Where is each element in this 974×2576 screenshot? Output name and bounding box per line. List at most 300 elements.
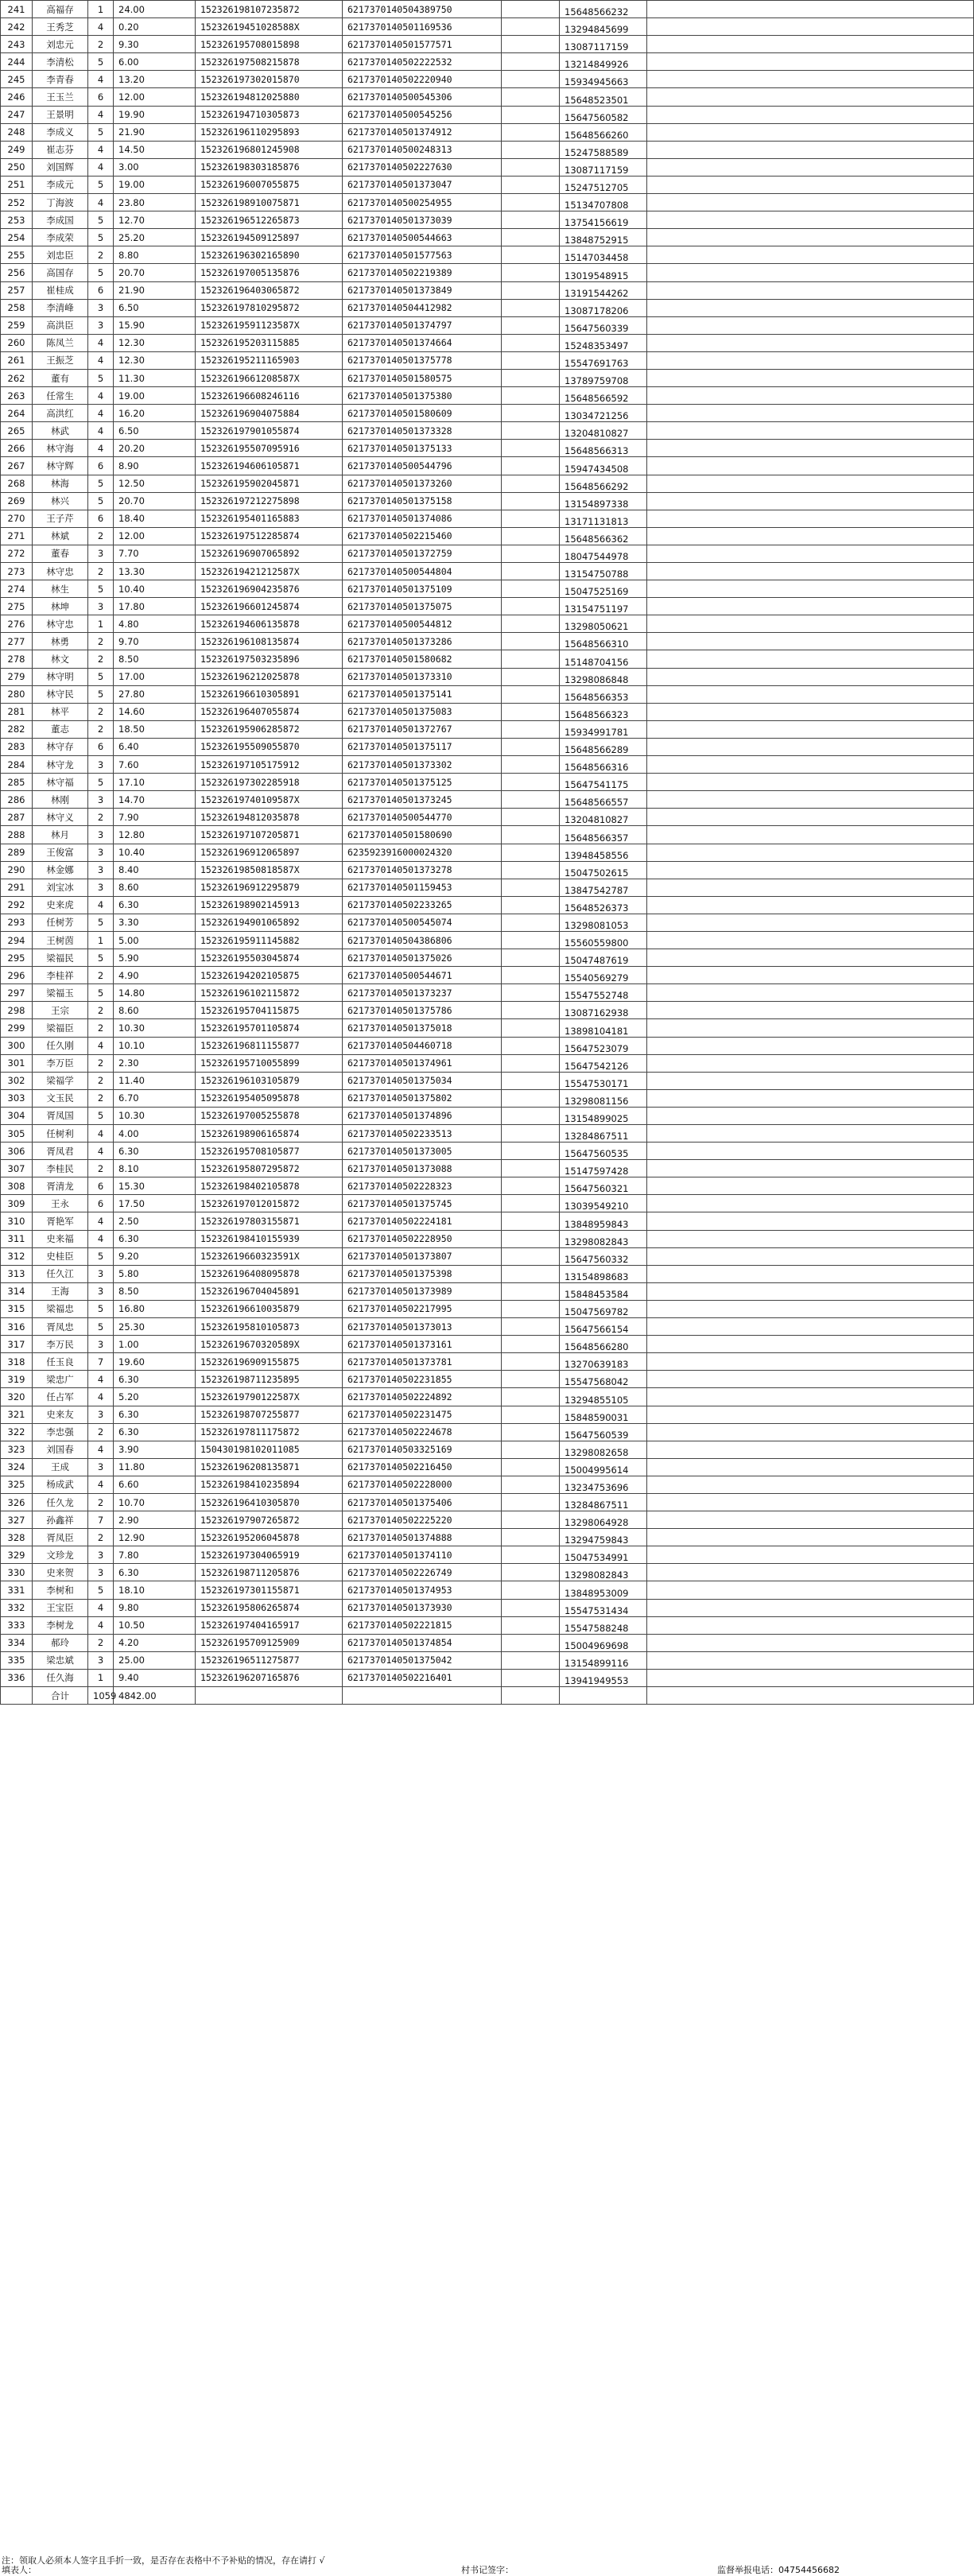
signature-cell <box>502 1177 560 1195</box>
recipient-name: 丁海波 <box>33 194 88 211</box>
table-row <box>1 844 974 861</box>
household-size: 4 <box>88 158 114 176</box>
phone-number: 15540569279 <box>560 967 647 984</box>
remark-cell <box>647 703 974 720</box>
phone-number: 15648566557 <box>560 791 647 809</box>
row-number: 268 <box>1 475 33 492</box>
recipient-name: 李万民 <box>33 1336 88 1353</box>
recipient-name: 任树芳 <box>33 914 88 931</box>
phone-number: 15547691763 <box>560 351 647 369</box>
bank-account: 6217370140500544796 <box>343 457 502 475</box>
signature-cell <box>502 1634 560 1651</box>
row-number: 275 <box>1 598 33 615</box>
signature-cell <box>502 774 560 791</box>
remark-cell <box>647 1546 974 1564</box>
bank-account: 6217370140501375778 <box>343 351 502 369</box>
phone-number: 13154751197 <box>560 598 647 615</box>
remark-cell <box>647 1581 974 1599</box>
table-row <box>1 1160 974 1177</box>
signature-cell <box>502 211 560 229</box>
household-size: 2 <box>88 1160 114 1177</box>
row-number: 259 <box>1 316 33 334</box>
household-size: 3 <box>88 791 114 809</box>
table-row <box>1 1195 974 1212</box>
subsidy-amount: 10.30 <box>114 1019 196 1037</box>
table-row <box>1 720 974 738</box>
household-size: 4 <box>88 405 114 422</box>
household-size: 6 <box>88 510 114 527</box>
signature-cell <box>502 756 560 774</box>
id-number: 152326196704045891 <box>196 1282 343 1300</box>
subsidy-amount: 18.50 <box>114 720 196 738</box>
household-size: 2 <box>88 967 114 984</box>
id-number: 152326196102115872 <box>196 984 343 1002</box>
phone-number: 15648566310 <box>560 633 647 650</box>
table-row <box>1 1406 974 1423</box>
signature-cell <box>502 650 560 668</box>
subsidy-amount: 20.20 <box>114 440 196 457</box>
id-number: 152326197907265872 <box>196 1511 343 1529</box>
table-row <box>1 1669 974 1686</box>
subsidy-amount: 6.30 <box>114 1423 196 1441</box>
row-number: 265 <box>1 422 33 440</box>
remark-cell <box>647 351 974 369</box>
phone-number: 13039549210 <box>560 1195 647 1212</box>
bank-account: 6217370140501169536 <box>343 18 502 36</box>
id-number: 152326196208135871 <box>196 1458 343 1476</box>
recipient-name: 胥清龙 <box>33 1177 88 1195</box>
table-row <box>1 1318 974 1336</box>
phone-number: 15047534991 <box>560 1546 647 1564</box>
bank-account: 6217370140501374912 <box>343 123 502 141</box>
id-number: 152326195911145882 <box>196 931 343 949</box>
subsidy-amount: 21.90 <box>114 123 196 141</box>
signature-cell <box>502 369 560 386</box>
remark-cell <box>647 949 974 967</box>
signature-cell <box>502 668 560 685</box>
row-number: 309 <box>1 1195 33 1212</box>
signature-cell <box>502 791 560 809</box>
recipient-name: 林守明 <box>33 668 88 685</box>
signature-cell <box>502 1599 560 1616</box>
table-row <box>1 545 974 562</box>
phone-number: 13298081156 <box>560 1089 647 1107</box>
remark-cell <box>647 720 974 738</box>
signature-cell <box>502 299 560 316</box>
subsidy-amount: 9.30 <box>114 36 196 53</box>
table-row <box>1 123 974 141</box>
phone-number: 13754156619 <box>560 211 647 229</box>
household-size: 2 <box>88 1493 114 1511</box>
bank-account: 6217370140501375125 <box>343 774 502 791</box>
remark-cell <box>647 809 974 826</box>
table-row <box>1 668 974 685</box>
id-number: 152326195206045878 <box>196 1529 343 1546</box>
recipient-name: 陈凤兰 <box>33 334 88 351</box>
bank-account: 6217370140501580682 <box>343 650 502 668</box>
household-size: 5 <box>88 685 114 703</box>
signature-cell <box>502 1072 560 1089</box>
remark-cell <box>647 1089 974 1107</box>
household-size: 2 <box>88 633 114 650</box>
bank-account: 6217370140504386806 <box>343 931 502 949</box>
row-number: 336 <box>1 1669 33 1686</box>
id-number: 152326196302165890 <box>196 246 343 264</box>
row-number: 326 <box>1 1493 33 1511</box>
row-number: 320 <box>1 1388 33 1406</box>
recipient-name: 李成国 <box>33 211 88 229</box>
row-number: 292 <box>1 896 33 914</box>
signature-cell <box>502 967 560 984</box>
phone-number: 15147034458 <box>560 246 647 264</box>
id-number: 152326195906285872 <box>196 720 343 738</box>
id-number: 152326197212275898 <box>196 492 343 510</box>
signature-cell <box>502 334 560 351</box>
remark-cell <box>647 1441 974 1458</box>
id-number: 152326196511275877 <box>196 1651 343 1669</box>
row-number: 335 <box>1 1651 33 1669</box>
id-number: 15232619670320589X <box>196 1336 343 1353</box>
recipient-name: 林文 <box>33 650 88 668</box>
remark-cell <box>647 194 974 211</box>
total-label: 合计 <box>33 1687 88 1705</box>
subsidy-amount: 12.70 <box>114 211 196 229</box>
remark-cell <box>647 984 974 1002</box>
id-number: 152326194812035878 <box>196 809 343 826</box>
id-number: 152326194606135878 <box>196 615 343 633</box>
subsidy-amount: 11.40 <box>114 1072 196 1089</box>
id-number: 152326197404165917 <box>196 1616 343 1634</box>
subsidy-amount: 13.30 <box>114 563 196 580</box>
remark-cell <box>647 1511 974 1529</box>
recipient-name: 王俊富 <box>33 844 88 861</box>
signature-cell <box>502 246 560 264</box>
household-size: 2 <box>88 809 114 826</box>
remark-cell <box>647 158 974 176</box>
bank-account: 6217370140502228000 <box>343 1476 502 1493</box>
row-number: 285 <box>1 774 33 791</box>
bank-account: 6217370140502228323 <box>343 1177 502 1195</box>
household-size: 6 <box>88 738 114 755</box>
phone-number: 13171131813 <box>560 510 647 527</box>
phone-number: 13298082843 <box>560 1564 647 1581</box>
phone-number: 13298082658 <box>560 1441 647 1458</box>
household-size: 1 <box>88 615 114 633</box>
id-number: 152326195704115875 <box>196 1002 343 1019</box>
signature-cell <box>502 1669 560 1686</box>
remark-cell <box>647 738 974 755</box>
subsidy-amount: 6.30 <box>114 896 196 914</box>
id-number: 152326194202105875 <box>196 967 343 984</box>
row-number: 322 <box>1 1423 33 1441</box>
recipient-name: 任占军 <box>33 1388 88 1406</box>
phone-number: 15547552748 <box>560 984 647 1002</box>
phone-number: 13789759708 <box>560 369 647 386</box>
bank-account: 6217370140501375141 <box>343 685 502 703</box>
recipient-name: 梁忠斌 <box>33 1651 88 1669</box>
signature-cell <box>502 1318 560 1336</box>
phone-number: 15934991781 <box>560 720 647 738</box>
table-row <box>1 1107 974 1124</box>
phone-number: 13191544262 <box>560 281 647 299</box>
row-number: 254 <box>1 229 33 246</box>
recipient-name: 梁福民 <box>33 949 88 967</box>
subsidy-amount: 6.00 <box>114 53 196 71</box>
household-size: 4 <box>88 1599 114 1616</box>
recipient-name: 胥凤臣 <box>33 1529 88 1546</box>
subsidy-amount: 3.00 <box>114 158 196 176</box>
phone-number: 15648566316 <box>560 756 647 774</box>
bank-account: 6217370140500544804 <box>343 563 502 580</box>
bank-account: 6217370140501373310 <box>343 668 502 685</box>
recipient-name: 任久江 <box>33 1265 88 1282</box>
bank-account: 6217370140500544770 <box>343 809 502 826</box>
bank-account: 6217370140501375133 <box>343 440 502 457</box>
phone-number: 13298050621 <box>560 615 647 633</box>
phone-number: 13154899116 <box>560 1651 647 1669</box>
subsidy-amount: 12.30 <box>114 334 196 351</box>
row-number: 279 <box>1 668 33 685</box>
id-number: 152326197803155871 <box>196 1212 343 1230</box>
table-row <box>1 879 974 896</box>
phone-number: 13848959843 <box>560 1212 647 1230</box>
row-number: 328 <box>1 1529 33 1546</box>
bank-account: 6217370140501373047 <box>343 176 502 193</box>
recipient-name: 崔桂成 <box>33 281 88 299</box>
household-size: 5 <box>88 475 114 492</box>
subsidy-amount: 5.20 <box>114 1388 196 1406</box>
table-row <box>1 615 974 633</box>
total-empty <box>502 1687 560 1705</box>
table-row <box>1 774 974 791</box>
remark-cell <box>647 422 974 440</box>
id-number: 152326196601245874 <box>196 598 343 615</box>
id-number: 152326198303185876 <box>196 158 343 176</box>
id-number: 152326197301155871 <box>196 1581 343 1599</box>
phone-number: 15947434508 <box>560 457 647 475</box>
table-row <box>1 1511 974 1529</box>
signature-cell <box>502 1458 560 1476</box>
bank-account: 6217370140502217995 <box>343 1300 502 1317</box>
remark-cell <box>647 1318 974 1336</box>
remark-cell <box>647 1669 974 1686</box>
household-size: 4 <box>88 71 114 88</box>
recipient-name: 林守义 <box>33 809 88 826</box>
table-row <box>1 440 974 457</box>
household-size: 4 <box>88 1125 114 1143</box>
recipient-name: 高福存 <box>33 1 88 18</box>
row-number: 295 <box>1 949 33 967</box>
subsidy-amount: 8.90 <box>114 457 196 475</box>
remark-cell <box>647 1002 974 1019</box>
household-size: 7 <box>88 1511 114 1529</box>
signature-cell <box>502 914 560 931</box>
id-number: 152326195806265874 <box>196 1599 343 1616</box>
remark-cell <box>647 1371 974 1388</box>
id-number: 15232619661208587X <box>196 369 343 386</box>
table-row <box>1 1564 974 1581</box>
recipient-name: 李桂民 <box>33 1160 88 1177</box>
row-number: 283 <box>1 738 33 755</box>
household-size: 3 <box>88 879 114 896</box>
household-size: 1 <box>88 1 114 18</box>
recipient-name: 林守海 <box>33 440 88 457</box>
signature-cell <box>502 1371 560 1388</box>
subsidy-amount: 8.60 <box>114 879 196 896</box>
subsidy-amount: 14.70 <box>114 791 196 809</box>
row-number: 288 <box>1 826 33 844</box>
subsidy-amount: 6.60 <box>114 1476 196 1493</box>
id-number: 152326195405095878 <box>196 1089 343 1107</box>
bank-account: 6217370140501373013 <box>343 1318 502 1336</box>
table-row <box>1 1371 974 1388</box>
signature-cell <box>502 405 560 422</box>
signature-cell <box>502 1493 560 1511</box>
total-empty <box>196 1687 343 1705</box>
id-number: 152326198906165874 <box>196 1125 343 1143</box>
row-number: 308 <box>1 1177 33 1195</box>
recipient-name: 史桂臣 <box>33 1247 88 1265</box>
row-number: 316 <box>1 1318 33 1336</box>
table-row <box>1 896 974 914</box>
household-size: 3 <box>88 299 114 316</box>
roster-rows <box>1 1 974 1705</box>
total-empty <box>343 1687 502 1705</box>
row-number: 248 <box>1 123 33 141</box>
signature-cell <box>502 1 560 18</box>
table-row <box>1 281 974 299</box>
table-row <box>1 738 974 755</box>
household-size: 2 <box>88 703 114 720</box>
id-number: 152326195709125909 <box>196 1634 343 1651</box>
phone-number: 15648566292 <box>560 475 647 492</box>
signature-cell <box>502 351 560 369</box>
table-row <box>1 861 974 879</box>
phone-number: 13941949553 <box>560 1669 647 1686</box>
phone-number: 13898104181 <box>560 1019 647 1037</box>
total-empty <box>647 1687 974 1705</box>
signature-cell <box>502 440 560 457</box>
recipient-name: 林武 <box>33 422 88 440</box>
bank-account: 6217370140500248313 <box>343 141 502 158</box>
table-row <box>1 1230 974 1247</box>
phone-number: 15047487619 <box>560 949 647 967</box>
recipient-name: 林守存 <box>33 738 88 755</box>
subsidy-amount: 6.30 <box>114 1230 196 1247</box>
id-number: 152326198711235895 <box>196 1371 343 1388</box>
recipient-name: 李万臣 <box>33 1054 88 1072</box>
household-size: 4 <box>88 1476 114 1493</box>
bank-account: 6217370140501374664 <box>343 334 502 351</box>
subsidy-amount: 19.90 <box>114 106 196 123</box>
table-row <box>1 299 974 316</box>
phone-number: 15648566357 <box>560 826 647 844</box>
signature-cell <box>502 685 560 703</box>
bank-account: 6217370140501373286 <box>343 633 502 650</box>
household-size: 3 <box>88 1546 114 1564</box>
phone-number: 15547588248 <box>560 1616 647 1634</box>
subsidy-amount: 2.30 <box>114 1054 196 1072</box>
bank-account: 6217370140501374086 <box>343 510 502 527</box>
id-number: 152326194901065892 <box>196 914 343 931</box>
id-number: 152326196610035879 <box>196 1300 343 1317</box>
recipient-name: 林守福 <box>33 774 88 791</box>
remark-cell <box>647 1143 974 1160</box>
row-number: 305 <box>1 1125 33 1143</box>
household-size: 2 <box>88 1054 114 1072</box>
signature-cell <box>502 53 560 71</box>
signature-cell <box>502 1476 560 1493</box>
signature-cell <box>502 844 560 861</box>
id-number: 152326195509055870 <box>196 738 343 755</box>
signature-cell <box>502 422 560 440</box>
signature-cell <box>502 580 560 598</box>
household-size: 5 <box>88 580 114 598</box>
remark-cell <box>647 1406 974 1423</box>
recipient-name: 林斌 <box>33 527 88 545</box>
row-number: 267 <box>1 457 33 475</box>
row-number: 296 <box>1 967 33 984</box>
bank-account: 6217370140501375380 <box>343 387 502 405</box>
subsidy-amount: 20.70 <box>114 492 196 510</box>
remark-cell <box>647 1247 974 1265</box>
table-row <box>1 1529 974 1546</box>
table-row <box>1 1441 974 1458</box>
row-number: 312 <box>1 1247 33 1265</box>
recipient-name: 任久龙 <box>33 1493 88 1511</box>
remark-cell <box>647 369 974 386</box>
bank-account: 6217370140502227630 <box>343 158 502 176</box>
signature-cell <box>502 1300 560 1317</box>
signature-cell <box>502 738 560 755</box>
subsidy-amount: 25.30 <box>114 1318 196 1336</box>
id-number: 152326195211165903 <box>196 351 343 369</box>
subsidy-amount: 6.40 <box>114 738 196 755</box>
remark-cell <box>647 387 974 405</box>
table-row <box>1 1581 974 1599</box>
bank-account: 6217370140501375034 <box>343 1072 502 1089</box>
signature-cell <box>502 1511 560 1529</box>
recipient-name: 王宗 <box>33 1002 88 1019</box>
bank-account: 6217370140501372767 <box>343 720 502 738</box>
subsidy-amount: 15.90 <box>114 316 196 334</box>
bank-account: 6217370140501373781 <box>343 1353 502 1371</box>
bank-account: 6217370140501374797 <box>343 316 502 334</box>
id-number: 152326196912295879 <box>196 879 343 896</box>
bank-account: 6217370140501374953 <box>343 1581 502 1599</box>
subsidy-amount: 3.30 <box>114 914 196 931</box>
phone-number: 15648566232 <box>560 1 647 18</box>
bank-account: 6217370140501374888 <box>343 1529 502 1546</box>
row-number: 282 <box>1 720 33 738</box>
phone-number: 15647560582 <box>560 106 647 123</box>
row-number: 291 <box>1 879 33 896</box>
table-row <box>1 369 974 386</box>
row-number: 304 <box>1 1107 33 1124</box>
phone-number: 15647566154 <box>560 1318 647 1336</box>
row-number: 258 <box>1 299 33 316</box>
phone-number: 13270639183 <box>560 1353 647 1371</box>
id-number: 152326196801245908 <box>196 141 343 158</box>
subsidy-amount: 9.40 <box>114 1669 196 1686</box>
subsidy-amount: 12.50 <box>114 475 196 492</box>
household-size: 1 <box>88 931 114 949</box>
row-number: 281 <box>1 703 33 720</box>
remark-cell <box>647 1458 974 1476</box>
phone-number: 13284867511 <box>560 1493 647 1511</box>
recipient-name: 王景明 <box>33 106 88 123</box>
phone-number: 13848752915 <box>560 229 647 246</box>
